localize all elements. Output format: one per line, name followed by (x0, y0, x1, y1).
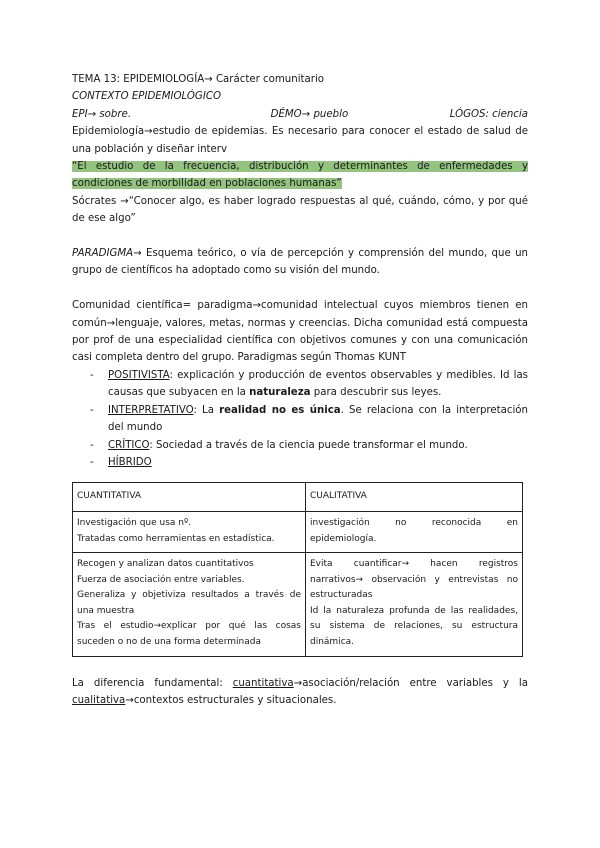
cell-line: Evita cuantificar→ hacen registros narrativos→ observación y entrevistas no estructuradas (310, 559, 518, 601)
table-cell (73, 553, 306, 657)
etymology-row (72, 106, 528, 123)
paradigm-list (72, 367, 528, 471)
list-dash: - (90, 369, 94, 381)
cell-line: Tratadas como herramientas en estadística. (77, 533, 275, 544)
table-cell (306, 511, 523, 552)
conclusion-cuali: cualitativa (72, 695, 126, 707)
comunidad-paragraph: Comunidad científica= paradigma→comunidad intelectual cuyos miembros tienen en común→lenguaje, valores, metas, normas y creencias. Dicha comunidad está compuesta por prof de una especialidad científica con objetivos comunes y con una comunicación casi completa dentro del grupo. Paradigmas según Thomas KUNT (72, 300, 528, 364)
table-row (73, 511, 523, 552)
list-item-positivista (72, 367, 528, 402)
definition-paragraph: Epidemiología→estudio de epidemias. Es necesario para conocer el estado de salud de una población y diseñar interv (72, 126, 528, 155)
positivista-name: POSITIVISTA (108, 369, 170, 381)
paradigma-term: PARADIGMA→ (72, 248, 142, 260)
interpretativo-text-a: : La (193, 404, 220, 416)
cell-line: Recogen y analizan datos cuantitativos (77, 559, 254, 570)
cell-line: investigación no reconocida en epidemiología. (310, 517, 518, 544)
table-row (73, 553, 523, 657)
interpretativo-name: INTERPRETATIVO (108, 404, 194, 416)
list-dash: - (90, 404, 94, 416)
conclusion-lead: La diferencia fundamental: (72, 677, 233, 689)
hibrido-name: HÍBRIDO (108, 456, 152, 468)
table-cell (306, 553, 523, 657)
header-cualitativa: CUALITATIVA (306, 483, 523, 512)
spacer (72, 228, 528, 245)
comparison-table (72, 482, 523, 656)
quote-paragraph (72, 158, 528, 193)
cell-line: Tras el estudio→explicar por qué las cosas suceden o no de una forma determinada (77, 621, 301, 648)
highlighted-quote: “El estudio de la frecuencia, distribución y determinantes de enfermedades y condiciones de morbilidad en poblaciones humanas” (72, 161, 528, 190)
list-dash: - (90, 439, 94, 451)
cell-line: Investigación que usa nº. (77, 517, 192, 528)
positivista-text-b: para descubrir sus leyes. (310, 387, 442, 399)
cell-line: Fuerza de asociación entre variables. (77, 574, 245, 585)
cell-line: Id la naturaleza profunda de las realidades, su sistema de relaciones, su estructura dinámica. (310, 605, 518, 648)
table-header-row (73, 483, 523, 512)
list-item-critico (72, 437, 528, 454)
conclusion-cuanti: cuantitativa (232, 677, 294, 689)
etymology-logos: LÓGOS: ciencia (449, 108, 528, 120)
section-subtitle: CONTEXTO EPIDEMIOLÓGICO (72, 91, 221, 103)
positivista-bold: naturaleza (249, 387, 311, 399)
list-dash: - (90, 456, 94, 468)
paradigma-paragraph (72, 245, 528, 280)
table-cell (73, 511, 306, 552)
conclusion-paragraph (72, 675, 528, 710)
document-content (72, 71, 528, 709)
header-cuantitativa: CUANTITATIVA (73, 483, 306, 512)
critico-text: : Sociedad a través de la ciencia puede transformar el mundo. (149, 439, 468, 451)
spacer (72, 280, 528, 297)
conclusion-mid: →asociación/relación entre variables y la (293, 677, 528, 689)
conclusion-end: →contextos estructurales y situacionales. (125, 695, 337, 707)
interpretativo-bold: realidad no es única (219, 404, 341, 416)
critico-name: CRÍTICO (108, 439, 150, 451)
etymology-epi: EPI→ sobre. (72, 108, 132, 120)
page-title: TEMA 13: EPIDEMIOLOGÍA→ Carácter comunitario (72, 74, 325, 85)
socrates-paragraph: Sócrates →“Conocer algo, es haber logrado respuestas al qué, cuándo, cómo, y por qué de ese algo” (72, 195, 528, 225)
positivista-text-a: : explicación y producción de eventos observables y medibles. Id las causas que subyacen en la (108, 369, 528, 399)
interpretativo-text-b: . Se relaciona con la interpretación del mundo (108, 404, 529, 434)
list-item-hibrido (72, 454, 528, 471)
cell-line: Generaliza y objetiviza resultados a través de una muestra (77, 590, 301, 616)
etymology-demo: DÉMO→ pueblo (270, 108, 349, 120)
paradigma-text: Esquema teórico, o vía de percepción y comprensión del mundo, que un grupo de científicos ha adoptado como su visión del mundo. (72, 248, 528, 277)
list-item-interpretativo (72, 402, 528, 437)
